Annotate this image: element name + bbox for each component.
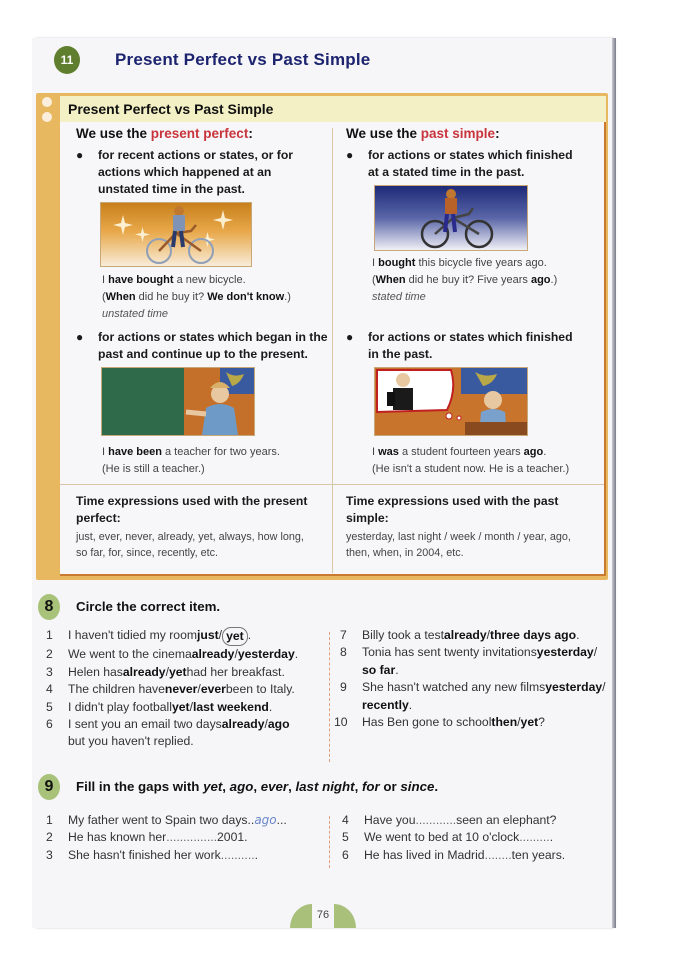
option-already[interactable]: already xyxy=(443,628,487,642)
exercise-8-title: Circle the correct item. xyxy=(76,599,221,614)
pp-example-2: I have been a teacher for two years. (He is still a teacher.) xyxy=(102,446,280,475)
gap-field[interactable]: ........ xyxy=(484,847,512,862)
exercise-9-title: Fill in the gaps with yet, ago, ever, last night, for or since. xyxy=(76,779,439,794)
option-yet-circled[interactable]: yet xyxy=(222,627,248,646)
boy-on-bicycle-sparkles-image xyxy=(100,202,252,267)
gap-field[interactable]: ............ xyxy=(415,813,457,827)
ps-example-1: I bought this bicycle five years ago. (When did he buy it? Five years ago.) stated time xyxy=(372,257,558,303)
exercise-9-item-4: 4 Have you ............ seen an elephant? xyxy=(342,812,612,829)
bullet-icon: ● xyxy=(76,148,84,162)
exercise-8-item-3: 3 Helen has already / yet had her breakfast. xyxy=(46,664,336,681)
exercise-9-left-items xyxy=(46,812,336,864)
exercise-8-item-8-cont: so far . xyxy=(340,662,612,679)
past-simple-column xyxy=(336,122,604,482)
unit-number-badge: 11 xyxy=(54,46,80,74)
option-yet[interactable]: yet xyxy=(171,699,190,714)
option-yesterday[interactable]: yesterday xyxy=(237,647,295,662)
option-already[interactable]: already xyxy=(122,664,166,679)
option-already[interactable]: already xyxy=(191,647,235,662)
textbook-page xyxy=(32,38,612,928)
option-last-weekend[interactable]: last weekend xyxy=(192,699,269,714)
exercise-8-item-5: 5 I didn't play football yet / last weekend . xyxy=(46,699,336,716)
option-yesterday[interactable]: yesterday xyxy=(536,645,594,660)
gap-field[interactable]: ..ago... xyxy=(247,813,287,827)
bullet-icon: ● xyxy=(76,330,84,344)
teacher-remembering-student-image xyxy=(374,367,528,436)
option-already[interactable]: already xyxy=(221,717,265,732)
grammar-box xyxy=(36,93,608,580)
present-perfect-heading: We use the present perfect: xyxy=(76,126,253,141)
exercise-9-badge: 9 xyxy=(38,774,60,800)
ps-time-expressions: Time expressions used with the past simple: yesterday, last night / week / month / year, ago, then, when, in 2004, etc. xyxy=(346,494,571,559)
column-separator xyxy=(329,816,330,868)
exercise-8-left-items xyxy=(46,627,336,751)
exercise-9-item-5: 5 We went to bed at 10 o'clock ......... . xyxy=(342,829,612,846)
time-expressions-row xyxy=(60,484,604,559)
option-yet[interactable]: yet xyxy=(168,664,187,679)
column-separator xyxy=(329,632,330,762)
grammar-box-title: Present Perfect vs Past Simple xyxy=(68,101,274,117)
page-number: 76 xyxy=(316,909,330,921)
option-yet[interactable]: yet xyxy=(520,715,539,730)
exercise-9-item-3: 3 She hasn't finished her work .......... . xyxy=(46,847,336,864)
exercise-8-item-4: 4 The children have never / ever been to Italy. xyxy=(46,681,336,698)
exercise-9-item-2: 2 He has known her ............... 2001. xyxy=(46,829,336,846)
page-number-tab xyxy=(290,904,356,928)
gap-field[interactable]: ......... xyxy=(519,830,550,845)
exercise-8-item-6: 6 I sent you an email two days already / ago xyxy=(46,716,336,733)
exercise-8-item-8: 8 Tonia has sent twenty invitations yesterday / xyxy=(340,644,612,661)
binder-holes-icon xyxy=(42,97,52,127)
pp-rule-1: ● for recent actions or states, or for actions which happened at an unstated time in the past. xyxy=(76,148,294,196)
exercise-8-item-2: 2 We went to the cinema already / yesterday . xyxy=(46,646,336,663)
gap-field[interactable]: .......... xyxy=(220,847,255,862)
option-recently[interactable]: recently xyxy=(362,697,409,712)
past-simple-heading: We use the past simple: xyxy=(346,126,500,141)
exercise-9-item-1: 1 My father went to Spain two days ..ago... xyxy=(46,812,336,829)
exercise-8-badge: 8 xyxy=(38,594,60,620)
option-three-days-ago[interactable]: three days ago xyxy=(490,628,577,642)
exercise-8-item-9: 9 She hasn't watched any new films yesterday / xyxy=(340,679,612,696)
exercise-8-item-10: 10 Has Ben gone to school then / yet ? xyxy=(334,714,612,731)
page-title: Present Perfect vs Past Simple xyxy=(115,50,371,69)
page-tab-left-icon xyxy=(290,904,312,928)
gap-field[interactable]: ............... xyxy=(166,830,218,845)
boy-on-bicycle-plain-image xyxy=(374,185,528,251)
ps-rule-1: ● for actions or states which finished at a stated time in the past. xyxy=(346,148,573,179)
bullet-icon: ● xyxy=(346,148,354,162)
exercise-9-right-items xyxy=(342,812,612,864)
exercise-8-item-9-cont: recently . xyxy=(340,697,612,714)
option-ever[interactable]: ever xyxy=(200,682,226,697)
present-perfect-column xyxy=(60,122,328,482)
exercise-9-item-6: 6 He has lived in Madrid ........ ten years. xyxy=(342,847,612,864)
pp-rule-2: ● for actions or states which began in the past and continue up to the present. xyxy=(76,330,328,361)
option-so-far[interactable]: so far xyxy=(362,662,396,677)
ps-rule-2: ● for actions or states which finished in the past. xyxy=(346,330,573,361)
option-yesterday[interactable]: yesterday xyxy=(545,680,603,695)
bullet-icon: ● xyxy=(346,330,354,344)
pp-example-1: I have bought a new bicycle. (When did he buy it? We don't know.) unstated time xyxy=(102,274,291,320)
exercise-8-right-items xyxy=(334,627,612,731)
exercise-8-item-6-cont: but you haven't replied. xyxy=(68,734,194,749)
exercise-8-item-1: 1 I haven't tidied my room just / yet . xyxy=(46,627,336,646)
grammar-box-body xyxy=(60,122,606,576)
pp-time-expressions: Time expressions used with the present perfect: just, ever, never, already, yet, always, how long, so far, for, since, recently, etc. xyxy=(76,494,308,559)
option-then[interactable]: then xyxy=(491,715,518,730)
exercise-8-item-7: 7 Billy took a test already / three days ago . xyxy=(340,627,612,644)
page-tab-right-icon xyxy=(334,904,356,928)
option-just[interactable]: just xyxy=(197,628,219,642)
option-ago[interactable]: ago xyxy=(267,717,290,732)
option-never[interactable]: never xyxy=(164,682,198,697)
teacher-at-blackboard-image xyxy=(101,367,255,436)
ps-example-2: I was a student fourteen years ago. (He isn't a student now. He is a teacher.) xyxy=(372,446,570,475)
handwritten-answer: ago xyxy=(254,813,277,827)
